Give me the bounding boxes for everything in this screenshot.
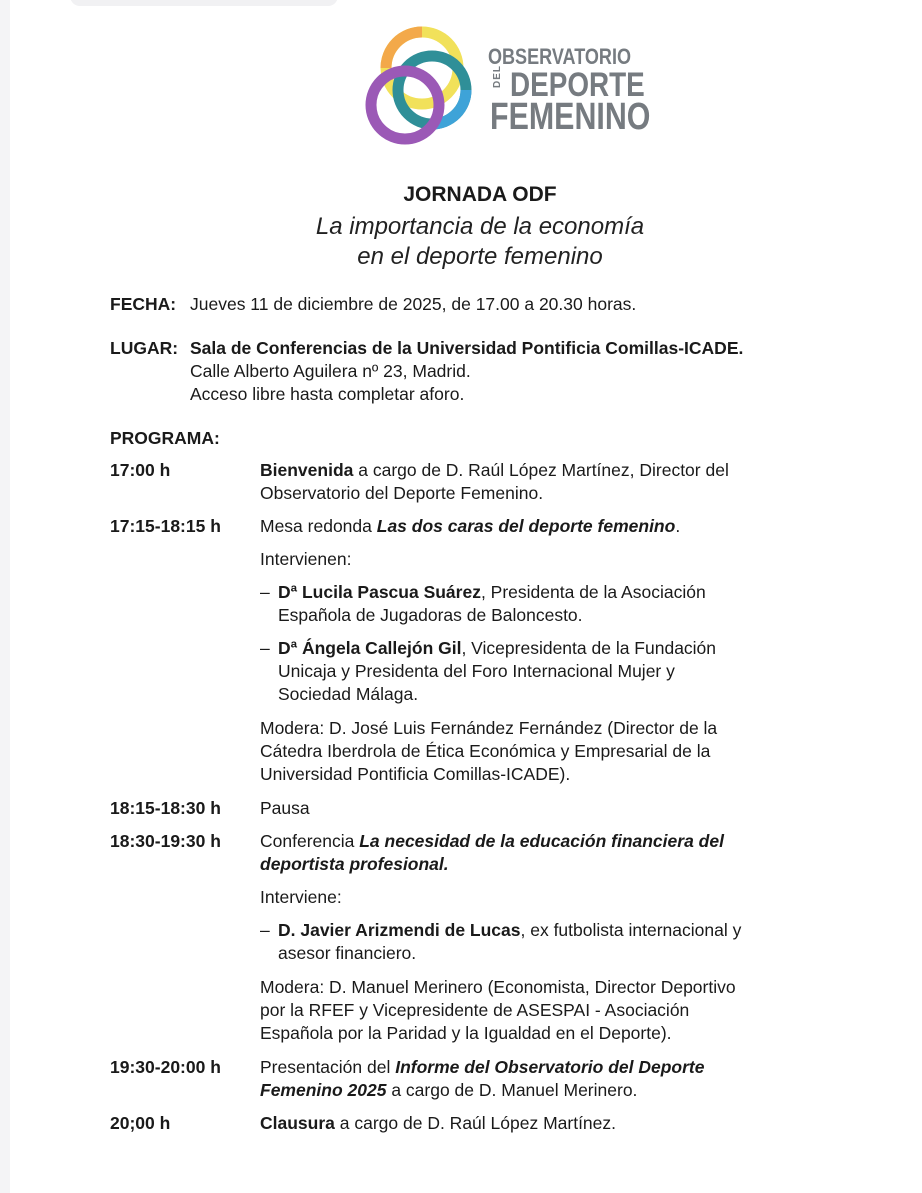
item-title-line-2: deportista profesional. (260, 854, 449, 874)
programa-heading: PROGRAMA: (110, 428, 220, 448)
moderator-block (260, 976, 840, 1045)
item-description (260, 1056, 840, 1102)
speaker-role: , Presidenta de la Asociación (480, 582, 706, 602)
lugar-address: Calle Alberto Aguilera nº 23, Madrid. (190, 361, 471, 381)
item-text-line-2: Observatorio del Deporte Femenino. (260, 483, 544, 503)
rings-icon (360, 20, 500, 152)
moderator-line-3: Universidad Pontificia Comillas-ICADE). (260, 764, 571, 784)
fecha-value: Jueves 11 de diciembre de 2025, de 17.00 a 20.30 horas. (190, 294, 637, 314)
item-text: Conferencia (260, 831, 360, 851)
fecha-label: FECHA: (110, 294, 177, 314)
item-text-end: a cargo de D. Manuel Merinero. (386, 1080, 638, 1100)
item-text-end: . (675, 516, 681, 536)
item-time: 19:30-20:00 h (110, 1057, 221, 1077)
moderator-line-1: Modera: D. José Luis Fernández Fernández (Director de la (260, 718, 718, 738)
dash-bullet: – (260, 920, 270, 940)
page-subtitle (0, 212, 922, 272)
logo-line-deporte: DEPORTE (510, 66, 645, 104)
speaker-role-line-2: Española de Jugadoras de Baloncesto. (278, 605, 583, 625)
moderator-block (260, 717, 840, 786)
speaker-name: D. Javier Arizmendi de Lucas (278, 920, 521, 940)
logo-line-femenino: FEMENINO (490, 96, 651, 138)
subtitle-line-2: en el deporte femenino (357, 243, 603, 270)
item-time: 20;00 h (110, 1113, 171, 1133)
item-description (260, 1112, 840, 1135)
item-time: 18:30-19:30 h (110, 831, 221, 851)
subtitle-line-1: La importancia de la economía (315, 213, 645, 240)
item-bold: Bienvenida (260, 460, 354, 480)
item-text: a cargo de D. Raúl López Martínez, Director del (353, 460, 729, 480)
moderator-line-1: Modera: D. Manuel Merinero (Economista, Director Deportivo (260, 977, 736, 997)
interviene-label: Interviene: (260, 887, 342, 907)
item-time: 18:15-18:30 h (110, 798, 221, 818)
speaker-name: Dª Ángela Callejón Gil (278, 638, 462, 658)
item-time: 17:15-18:15 h (110, 516, 221, 536)
odf-logo (360, 20, 651, 152)
moderator-line-3: Española por la Paridad y la Igualdad en el Deporte). (260, 1023, 672, 1043)
item-description (260, 830, 840, 876)
lugar-venue: Sala de Conferencias de la Universidad Pontificia Comillas-ICADE. (190, 338, 744, 358)
item-title: Las dos caras del deporte femenino (376, 516, 676, 536)
logo-line-del: DEL (492, 65, 503, 88)
dash-bullet: – (260, 582, 270, 602)
speaker-role: , ex futbolista internacional y (520, 920, 742, 940)
lugar-label: LUGAR: (110, 338, 179, 358)
item-title: La necesidad de la educación financiera del (359, 831, 724, 851)
speaker-role-line-3: Sociedad Málaga. (278, 684, 419, 704)
item-description (260, 459, 840, 505)
item-text: a cargo de D. Raúl López Martínez. (334, 1113, 617, 1133)
moderator-line-2: por la RFEF y Vicepresidente de ASESPAI - Asociación (260, 1000, 690, 1020)
top-bar (70, 0, 338, 6)
logo-line-observatorio: OBSERVATORIO (488, 44, 632, 69)
item-title-line-2: Femenino 2025 (260, 1080, 387, 1100)
speaker-role-line-2: asesor financiero. (278, 943, 417, 963)
intervienen-label: Intervienen: (260, 549, 352, 569)
dash-bullet: – (260, 638, 270, 658)
item-description: Pausa (260, 798, 310, 818)
item-text: Mesa redonda (260, 516, 377, 536)
speaker-role-line-2: Unicaja y Presidenta del Foro Internacional Mujer y (278, 661, 675, 681)
item-text: Presentación del (260, 1057, 396, 1077)
speaker-name: Dª Lucila Pascua Suárez (278, 582, 481, 602)
item-title: Informe del Observatorio del Deporte (395, 1057, 705, 1077)
speaker-role: , Vicepresidenta de la Fundación (461, 638, 717, 658)
lugar-access: Acceso libre hasta completar aforo. (190, 384, 465, 404)
item-time: 17:00 h (110, 460, 171, 480)
item-bold: Clausura (260, 1113, 335, 1133)
moderator-line-2: Cátedra Iberdrola de Ética Económica y Empresarial de la (260, 741, 711, 761)
item-description (260, 515, 840, 538)
page-title: JORNADA ODF (403, 183, 557, 206)
